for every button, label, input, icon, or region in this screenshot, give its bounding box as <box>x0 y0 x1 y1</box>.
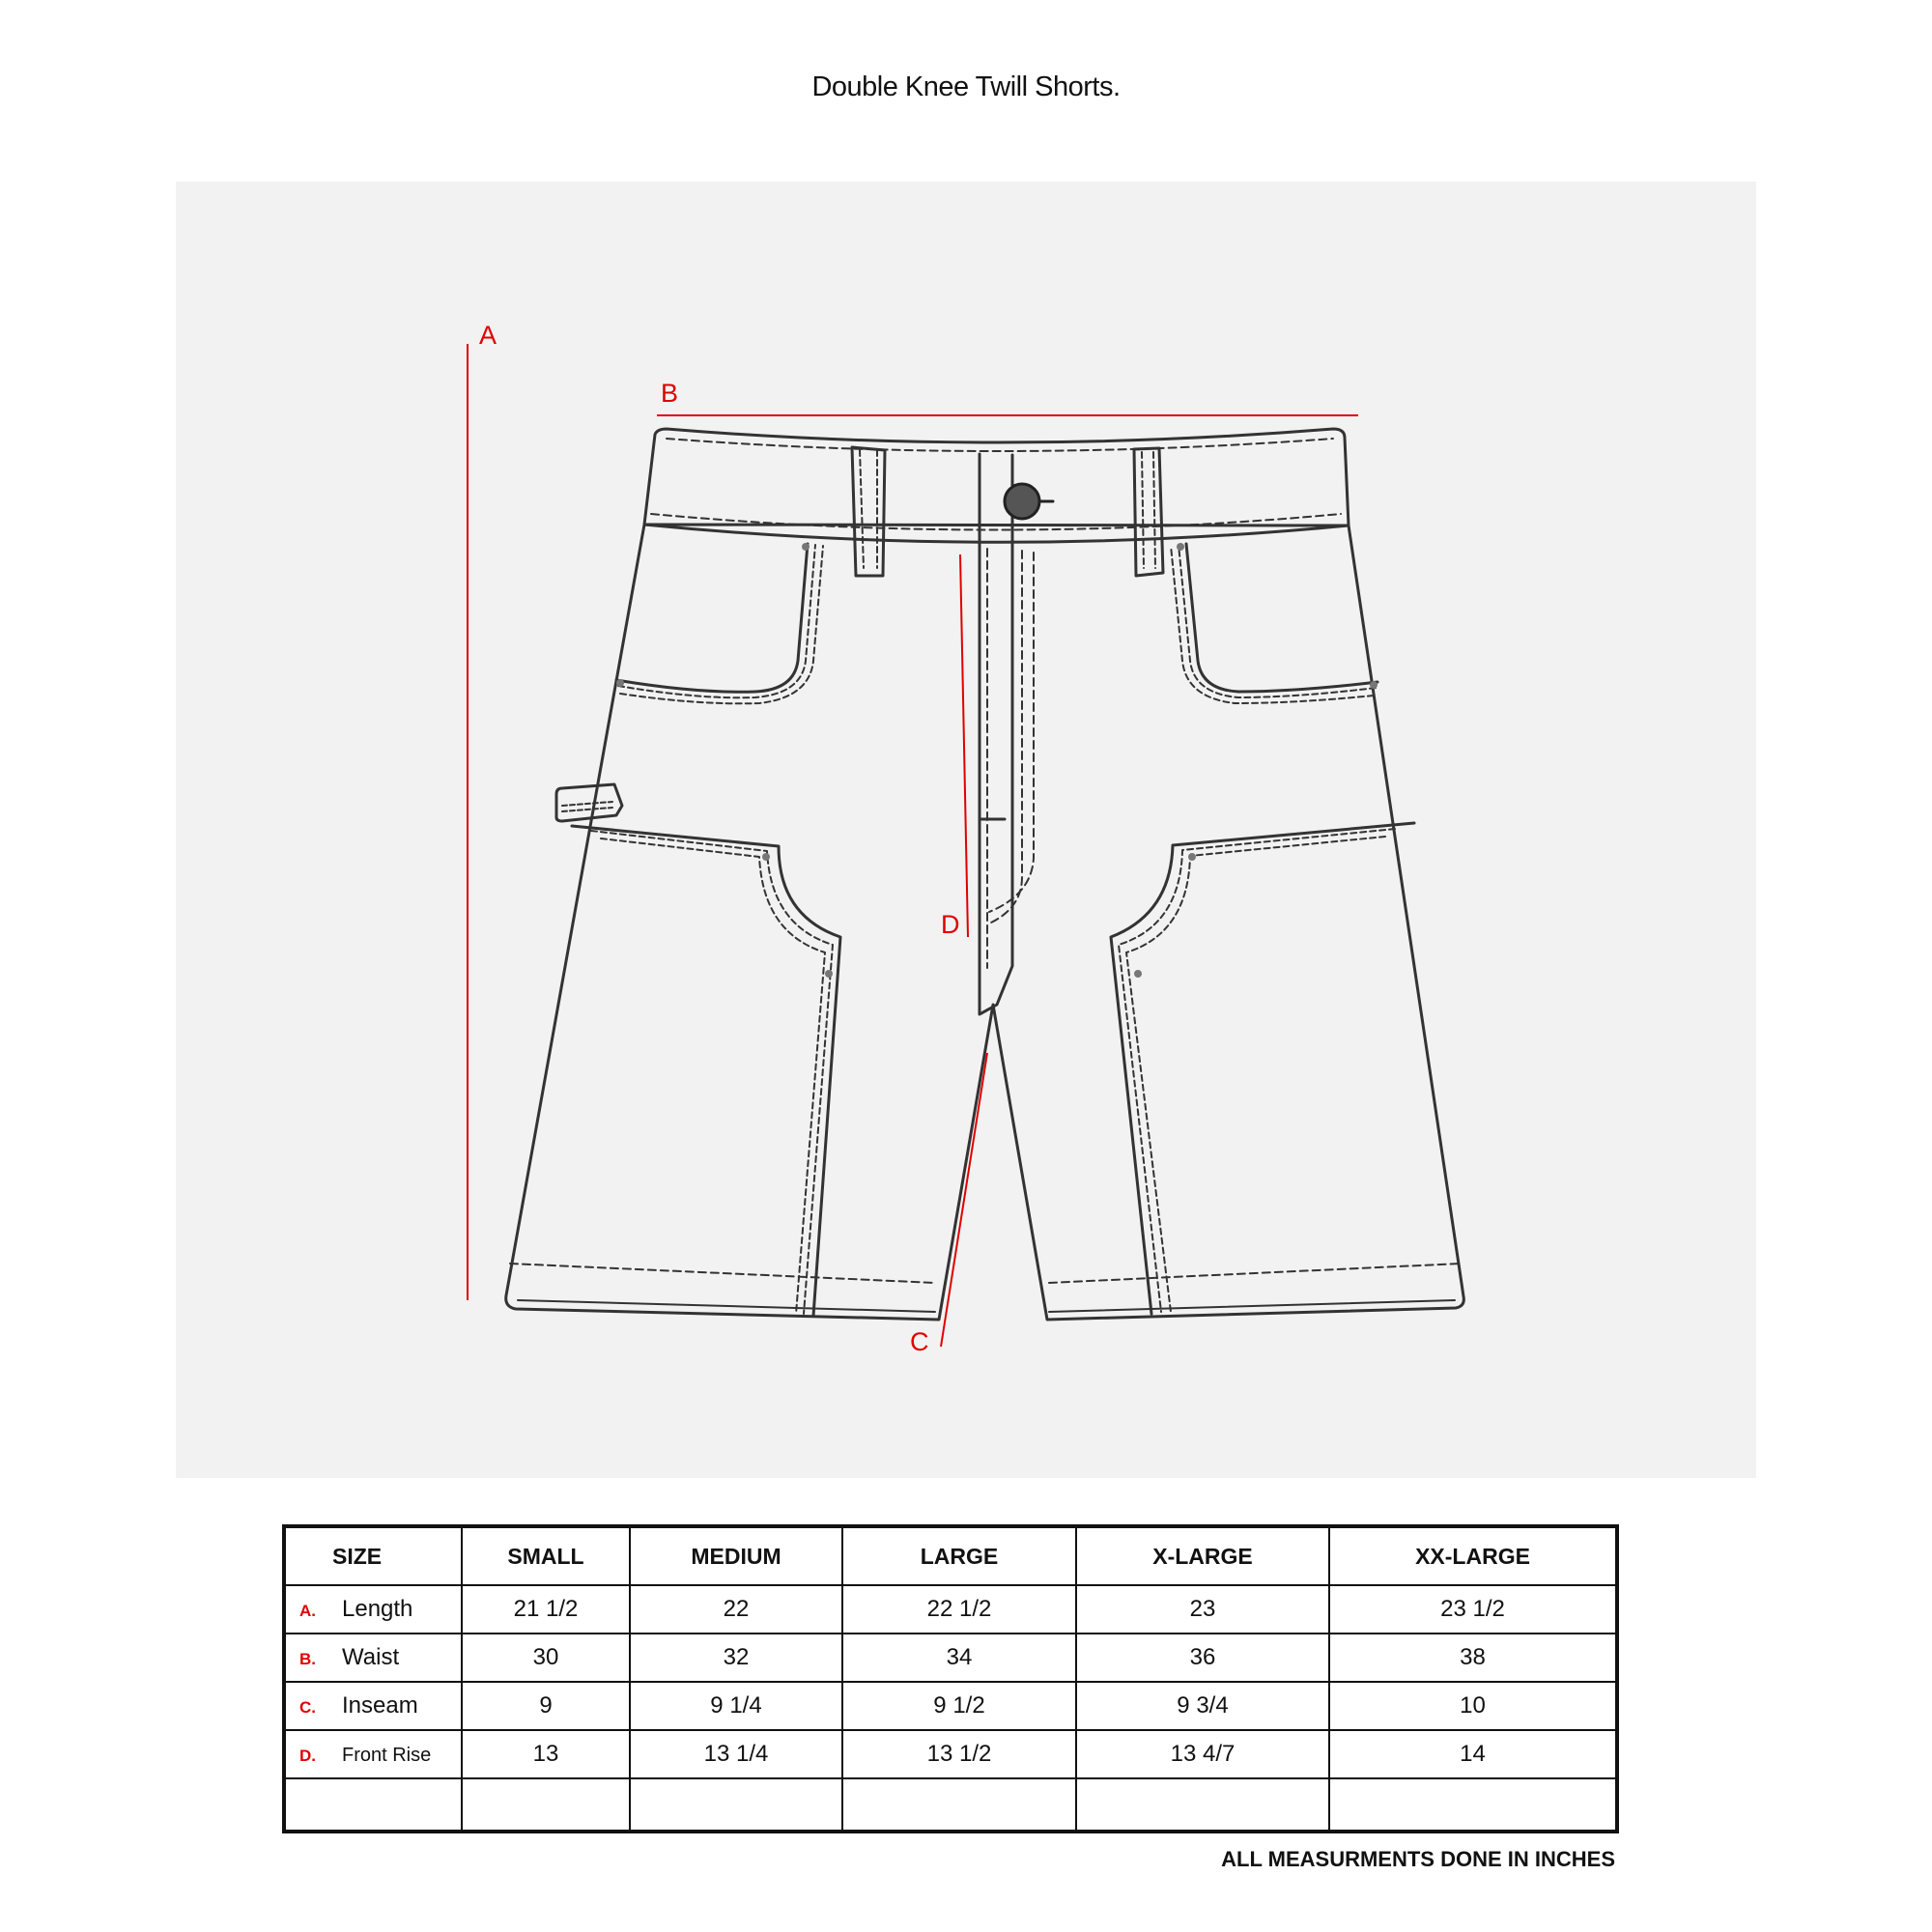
row-letter: B. <box>299 1650 316 1668</box>
size-chart-table <box>282 1524 1619 1833</box>
row-name: Front Rise <box>342 1745 432 1766</box>
header-large: LARGE <box>842 1526 1076 1585</box>
fly-panel <box>980 454 1012 1014</box>
table-cell: 13 1/4 <box>630 1730 842 1778</box>
row-letter: D. <box>299 1747 316 1765</box>
table-cell: 14 <box>1329 1730 1617 1778</box>
table-cell: 23 1/2 <box>1329 1585 1617 1634</box>
waist-button <box>1005 484 1039 519</box>
table-cell: 13 4/7 <box>1076 1730 1329 1778</box>
label-b: B <box>661 379 679 408</box>
table-cell: 10 <box>1329 1682 1617 1730</box>
table-cell: 23 <box>1076 1585 1329 1634</box>
label-c: C <box>910 1327 929 1356</box>
table-row <box>284 1634 1617 1682</box>
knee-panel-right <box>1111 823 1414 1314</box>
header-xx-large: XX-LARGE <box>1329 1526 1617 1585</box>
table-cell: 22 1/2 <box>842 1585 1076 1634</box>
label-d: D <box>941 910 960 939</box>
measure-line-c <box>941 1053 987 1347</box>
table-cell: 21 1/2 <box>462 1585 630 1634</box>
header-medium: MEDIUM <box>630 1526 842 1585</box>
label-a: A <box>479 321 497 350</box>
table-cell: 30 <box>462 1634 630 1682</box>
row-letter: A. <box>299 1602 316 1620</box>
row-name: Inseam <box>342 1692 418 1719</box>
pocket-left <box>616 544 808 692</box>
table-cell: 36 <box>1076 1634 1329 1682</box>
belt-loop-left <box>852 447 885 576</box>
units-footnote: ALL MEASURMENTS DONE IN INCHES <box>1221 1847 1615 1871</box>
row-letter: C. <box>299 1698 316 1717</box>
page-title: Double Knee Twill Shorts. <box>811 71 1121 102</box>
table-cell: 9 1/2 <box>842 1682 1076 1730</box>
row-name: Waist <box>342 1644 400 1670</box>
table-cell: 13 <box>462 1730 630 1778</box>
table-cell: 9 <box>462 1682 630 1730</box>
table-cell: 13 1/2 <box>842 1730 1076 1778</box>
shorts-diagram <box>176 182 1756 1478</box>
header-small: SMALL <box>462 1526 630 1585</box>
header-x-large: X-LARGE <box>1076 1526 1329 1585</box>
table-cell: 34 <box>842 1634 1076 1682</box>
table-cell: 9 3/4 <box>1076 1682 1329 1730</box>
belt-loop-right <box>1134 448 1163 576</box>
table-row <box>284 1585 1617 1634</box>
table-cell: 38 <box>1329 1634 1617 1682</box>
table-row <box>284 1730 1617 1778</box>
table-cell: 22 <box>630 1585 842 1634</box>
table-cell: 32 <box>630 1634 842 1682</box>
illustration-panel <box>176 182 1756 1478</box>
pocket-right <box>1186 544 1378 692</box>
table-row-empty <box>284 1778 1617 1832</box>
row-name: Length <box>342 1596 413 1622</box>
measure-line-d <box>960 554 968 937</box>
shorts-outline <box>506 525 1464 1320</box>
table-cell: 9 1/4 <box>630 1682 842 1730</box>
table-row <box>284 1682 1617 1730</box>
table-header-row <box>284 1526 1617 1585</box>
knee-panel-left <box>572 826 840 1316</box>
header-size: SIZE <box>284 1526 462 1585</box>
